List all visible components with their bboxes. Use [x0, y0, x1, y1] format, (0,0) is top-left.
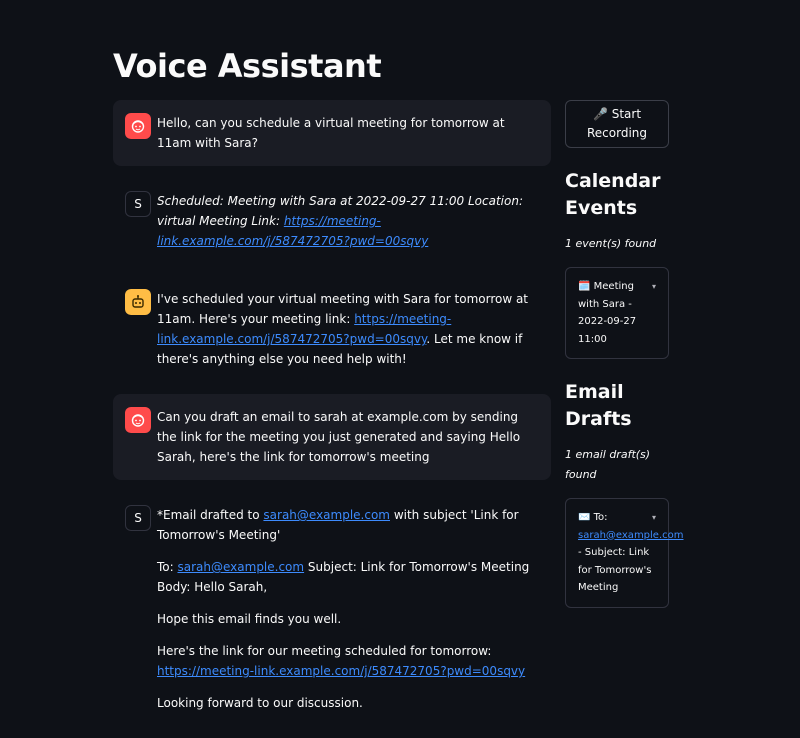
- chat-message-user: [113, 394, 551, 480]
- start-recording-button[interactable]: [565, 100, 669, 148]
- face-icon: [130, 118, 146, 134]
- message-text: [157, 191, 539, 251]
- calendar-event-label: Meeting with Sara - 2022-09-27 11:00: [578, 281, 637, 345]
- email-draft-count: 1 email draft(s) found: [565, 448, 651, 481]
- message-text: [157, 289, 539, 369]
- text-segment: To:: [157, 560, 178, 574]
- email-to-label: To:: [593, 512, 608, 523]
- user-avatar: [125, 407, 151, 433]
- text-segment: Here's the link for our meeting scheduled for tomorrow:: [157, 644, 492, 658]
- email-body-line: Hope this email finds you well.: [157, 612, 342, 626]
- system-avatar-letter: S: [134, 197, 142, 211]
- email-drafts-title: Email Drafts: [565, 381, 632, 430]
- system-avatar: [125, 505, 151, 531]
- message-text-before: I've scheduled your virtual meeting with Sara for tomorrow at 11am. Here's your meeting link:: [157, 292, 529, 326]
- chat-message-system: [113, 178, 551, 264]
- meeting-link[interactable]: https://meeting-link.example.com/j/587472705?pwd=00sqvy: [157, 312, 452, 346]
- chat-message-user: [113, 100, 551, 166]
- chat-message-system: [113, 492, 551, 726]
- email-address-link[interactable]: sarah@example.com: [578, 529, 684, 541]
- sidebar: [565, 100, 684, 608]
- meeting-link[interactable]: https://meeting-link.example.com/j/587472705?pwd=00sqvy: [157, 664, 526, 678]
- calendar-icon: 🗓️: [578, 281, 591, 292]
- text-segment: Subject: Link for Tomorrow's Meeting Body: Hello Sarah,: [157, 560, 530, 594]
- email-link[interactable]: sarah@example.com: [177, 560, 305, 574]
- assistant-avatar: [125, 289, 151, 315]
- email-header-text: [157, 557, 539, 597]
- system-avatar-letter: S: [134, 511, 142, 525]
- calendar-events-title: Calendar Events: [565, 170, 661, 219]
- email-body-line: Looking forward to our discussion.: [157, 696, 363, 710]
- email-body-line: [157, 641, 539, 681]
- message-text: Hello, can you schedule a virtual meeting for tomorrow at 11am with Sara?: [157, 116, 505, 150]
- message-text: Can you draft an email to sarah at example.com by sending the link for the meeting you just generated and saying Hello Sarah, here's the link for tomorrow's meeting: [157, 410, 521, 464]
- envelope-icon: ✉️: [578, 512, 591, 523]
- text-segment: with subject 'Link for Tomorrow's Meeting': [157, 508, 519, 542]
- microphone-icon: 🎤: [592, 107, 608, 121]
- page-title: Voice Assistant: [113, 47, 382, 85]
- chevron-down-icon[interactable]: ▾: [651, 513, 656, 522]
- email-link[interactable]: sarah@example.com: [263, 508, 390, 522]
- scheduled-text: Scheduled: Meeting with Sara at 2022-09-27 11:00 Location: virtual Meeting Link:: [157, 194, 523, 228]
- chevron-down-icon[interactable]: ▾: [651, 282, 656, 291]
- system-avatar: [125, 191, 151, 217]
- message-text-after: . Let me know if there's anything else you need help with!: [157, 332, 523, 366]
- chat-message-assistant: [113, 276, 551, 382]
- text-segment: *Email drafted to: [157, 508, 264, 522]
- robot-icon: [130, 294, 146, 310]
- user-avatar: [125, 113, 151, 139]
- face-icon: [130, 412, 146, 428]
- email-subject-text: - Subject: Link for Tomorrow's Meeting: [578, 547, 652, 593]
- meeting-link[interactable]: https://meeting-link.example.com/j/587472705?pwd=00sqvy: [157, 214, 429, 248]
- calendar-event-expander[interactable]: [565, 267, 669, 359]
- calendar-event-count: 1 event(s) found: [565, 237, 657, 250]
- email-drafted-text: [157, 505, 539, 545]
- record-button-label: Start Recording: [586, 107, 648, 140]
- chat-column: [113, 100, 551, 738]
- email-draft-expander[interactable]: [565, 498, 684, 608]
